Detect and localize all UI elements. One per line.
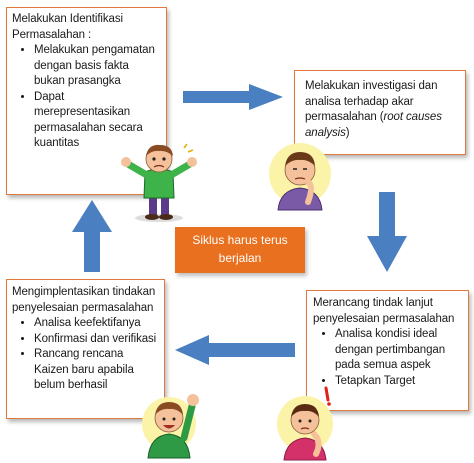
list-item: • Rancang rencana Kaizen baru apabila belum berhasil	[34, 347, 160, 394]
cartoon-man-thinking-icon	[264, 142, 336, 212]
step-heading: Merancang tindak lanjut penyelesaian permasalahan	[313, 297, 455, 325]
cartoon-man-cheering-icon	[136, 378, 202, 458]
arrow-left	[175, 335, 295, 365]
step-text-plain: Melakukan investigasi dan analisa terhadap akar permasalahan (	[305, 80, 438, 123]
list-item: • Analisa kondisi ideal dengan pertimbangan pada semua aspek	[335, 327, 464, 374]
center-line-2: berjalan	[218, 251, 262, 265]
list-item: • Analisa keefektifanya	[34, 316, 160, 332]
step-text-close: )	[345, 126, 350, 139]
step-heading: Melakukan Identifikasi	[12, 13, 123, 25]
step-text-italic: root causes analysis	[305, 111, 442, 139]
list-item: • Dapat merepresentasikan permasalahan secara kuantitas	[34, 90, 162, 152]
cycle-center-label	[175, 227, 305, 273]
center-line-1: Siklus harus terus	[192, 233, 288, 247]
step-text	[305, 79, 460, 141]
step-heading: Mengimplentasikan tindakan penyelesaian permasalahan	[12, 286, 156, 314]
arrow-down	[367, 192, 407, 272]
list-item: • Melakukan pengamatan dengan basis fakta bukan prasangka	[34, 43, 162, 90]
list-item: • Konfirmasi dan verifikasi	[34, 332, 160, 348]
list-item: • Tetapkan Target	[335, 374, 464, 390]
cartoon-man-shrugging-icon	[118, 142, 200, 222]
cartoon-man-wondering-icon	[272, 380, 342, 460]
bullet-list	[12, 43, 162, 152]
arrow-right	[183, 84, 283, 110]
arrow-up	[72, 200, 112, 272]
step-heading: Permasalahan :	[12, 28, 92, 41]
